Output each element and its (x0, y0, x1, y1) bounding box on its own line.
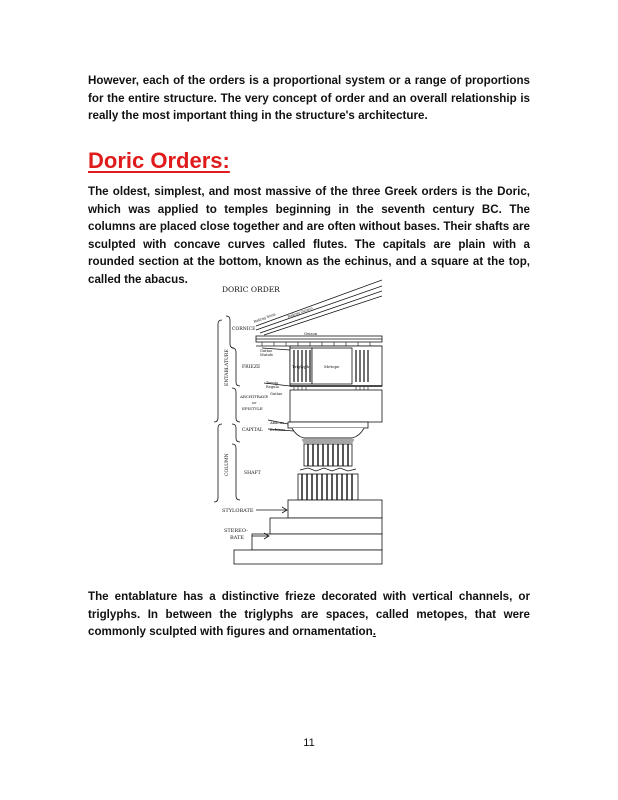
label-architrave: ARCHITRAVE (240, 394, 269, 399)
label-triglyph: Triglyph (292, 364, 310, 369)
doric-paragraph: The oldest, simplest, and most massive of the three Greek orders is the Doric, which was applied to temples beginning in the seventh century BC. The columns are placed close together and are often without bases. Their shafts are sculpted with concave curves called flutes. The capitals are plain with a rounded section at the bottom, known as the echinus, and a square at the top, called the abacus. (88, 185, 530, 286)
label-regula: Regula (266, 385, 279, 389)
label-column: COLUMN (225, 453, 230, 476)
doric-order-diagram (212, 278, 392, 568)
entablature-text: The entablature has a distinctive frieze decorated with vertical channels, or triglyphs. In between the triglyphs are spaces, called metopes, that were commonly sculpted with figures and ornamentation (88, 590, 530, 638)
label-stereo: STEREO- (224, 528, 248, 534)
label-bate: BATE (230, 535, 244, 541)
label-raking-geison: Raking Geison (286, 306, 314, 319)
label-raking-sima: Raking Sima (252, 312, 277, 324)
entablature-paragraph (88, 588, 530, 641)
label-epistyle: EPISTYLE (242, 406, 263, 411)
label-mutule: Mutule (260, 353, 274, 357)
label-metope: Metope (324, 364, 340, 369)
label-entablature: ENTABLATURE (225, 349, 230, 386)
diagram-title: DORIC ORDER (222, 285, 280, 294)
label-echinus: Echinus (270, 427, 286, 432)
label-cornice: CORNICE (232, 327, 256, 332)
section-heading: Doric Orders: (88, 148, 230, 173)
label-capital: CAPITAL (242, 428, 263, 433)
label-shaft: SHAFT (244, 471, 261, 476)
label-geison: Geison (304, 331, 318, 336)
label-guttae-mutule: Guttae (260, 349, 273, 353)
label-taenia: Taenia (266, 381, 278, 385)
intro-paragraph: However, each of the orders is a proportional system or a range of proportions for the entire structure. The very concept of order and an overall relationship is really the most important thing in the structure's architecture. (88, 74, 530, 122)
label-or: or (252, 400, 257, 405)
entablature-period: . (372, 625, 376, 638)
label-guttae: Guttae (270, 392, 283, 396)
page-number: 11 (303, 737, 315, 749)
label-frieze: FRIEZE (242, 365, 261, 370)
label-abacus: Abacus (270, 420, 284, 425)
label-stylobate: STYLOBATE (222, 508, 254, 514)
